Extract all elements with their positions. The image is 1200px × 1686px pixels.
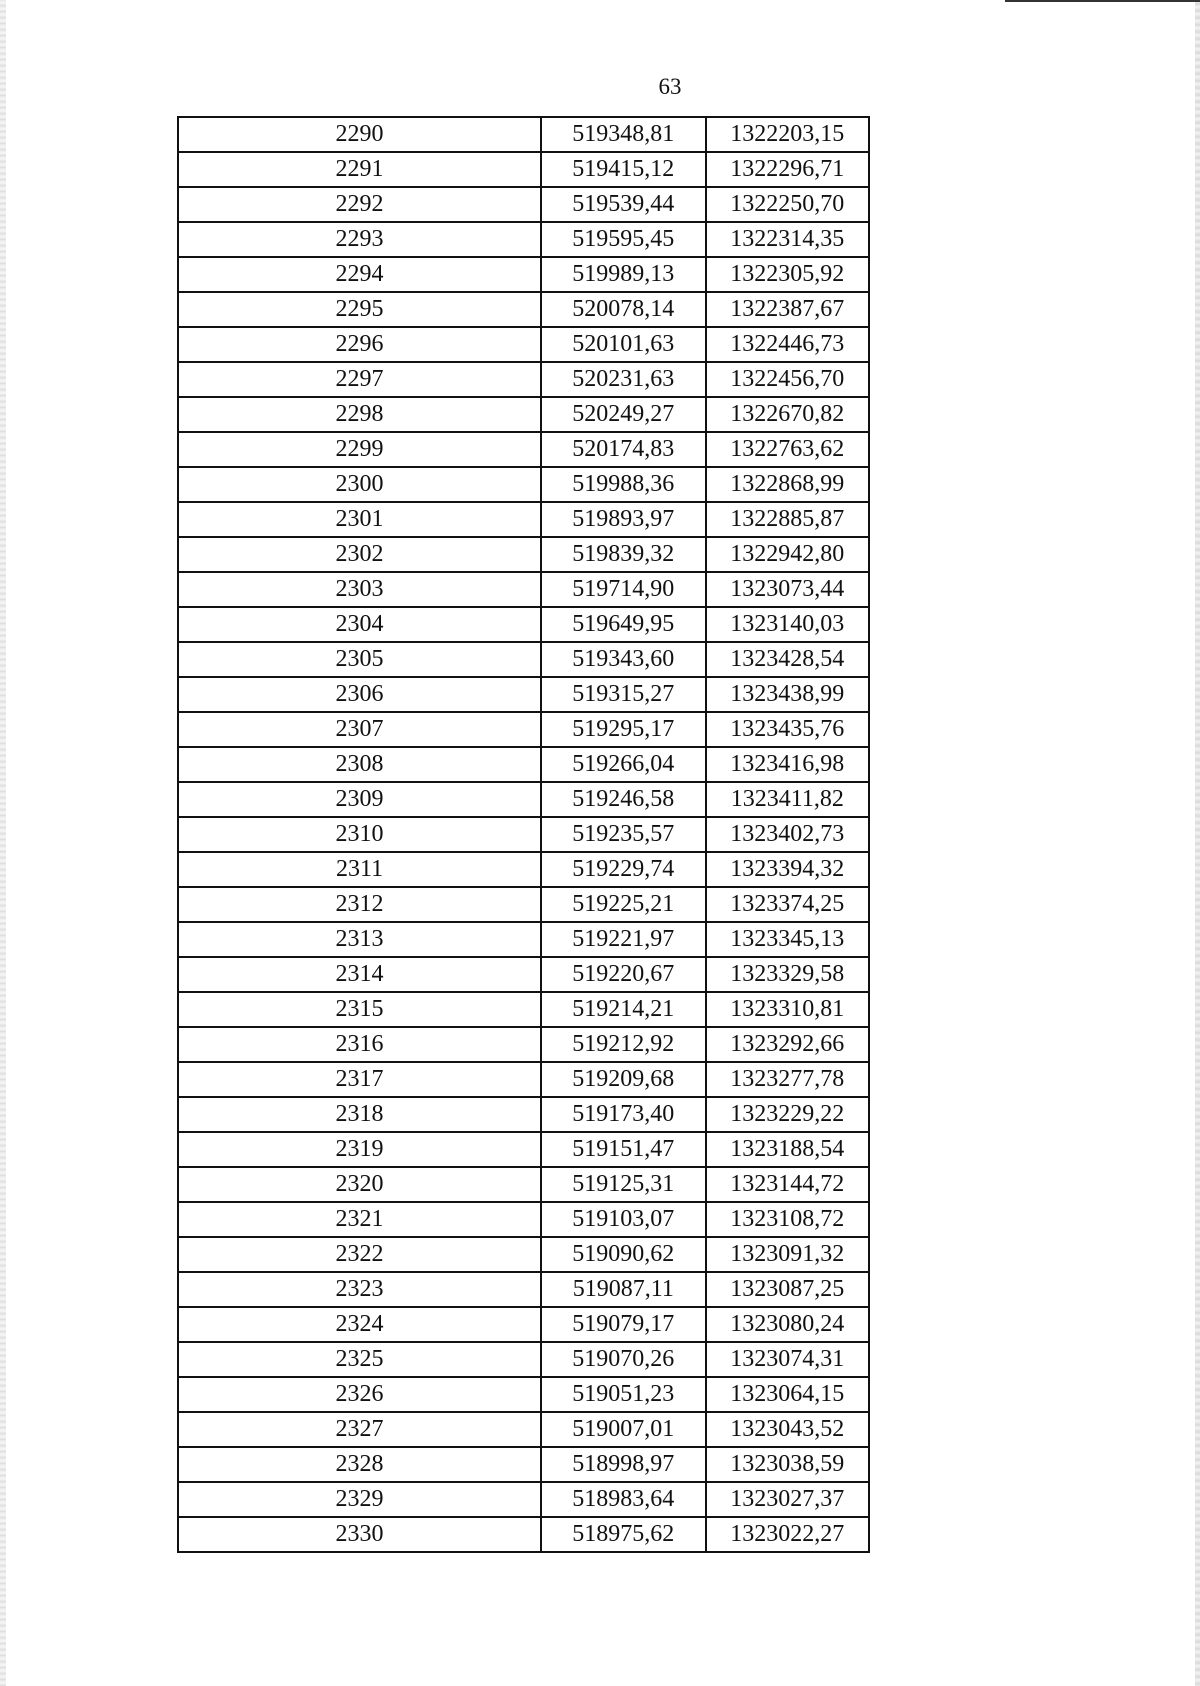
point-number-cell: 2317	[178, 1062, 541, 1097]
y-coordinate-cell: 1323329,58	[706, 957, 869, 992]
y-coordinate-cell: 1323043,52	[706, 1412, 869, 1447]
x-coordinate-cell: 519070,26	[541, 1342, 705, 1377]
point-number-cell: 2316	[178, 1027, 541, 1062]
table-row	[178, 432, 869, 467]
table-row	[178, 537, 869, 572]
point-number-cell: 2313	[178, 922, 541, 957]
table-row	[178, 292, 869, 327]
y-coordinate-cell: 1323416,98	[706, 747, 869, 782]
point-number-cell: 2322	[178, 1237, 541, 1272]
table-row	[178, 187, 869, 222]
table-row	[178, 572, 869, 607]
table-row	[178, 257, 869, 292]
x-coordinate-cell: 519415,12	[541, 152, 705, 187]
table-row	[178, 1202, 869, 1237]
point-number-cell: 2311	[178, 852, 541, 887]
point-number-cell: 2294	[178, 257, 541, 292]
x-coordinate-cell: 519214,21	[541, 992, 705, 1027]
table-row	[178, 1517, 869, 1552]
y-coordinate-cell: 1323087,25	[706, 1272, 869, 1307]
point-number-cell: 2320	[178, 1167, 541, 1202]
x-coordinate-cell: 519595,45	[541, 222, 705, 257]
x-coordinate-cell: 519989,13	[541, 257, 705, 292]
point-number-cell: 2291	[178, 152, 541, 187]
table-row	[178, 747, 869, 782]
y-coordinate-cell: 1322387,67	[706, 292, 869, 327]
point-number-cell: 2314	[178, 957, 541, 992]
point-number-cell: 2309	[178, 782, 541, 817]
y-coordinate-cell: 1323064,15	[706, 1377, 869, 1412]
x-coordinate-cell: 520249,27	[541, 397, 705, 432]
table-row	[178, 607, 869, 642]
x-coordinate-cell: 520174,83	[541, 432, 705, 467]
coordinates-table	[177, 116, 870, 1553]
table-row	[178, 677, 869, 712]
point-number-cell: 2293	[178, 222, 541, 257]
x-coordinate-cell: 518975,62	[541, 1517, 705, 1552]
y-coordinate-cell: 1323027,37	[706, 1482, 869, 1517]
y-coordinate-cell: 1322250,70	[706, 187, 869, 222]
x-coordinate-cell: 519007,01	[541, 1412, 705, 1447]
x-coordinate-cell: 519893,97	[541, 502, 705, 537]
point-number-cell: 2305	[178, 642, 541, 677]
point-number-cell: 2330	[178, 1517, 541, 1552]
table-row	[178, 887, 869, 922]
table-row	[178, 1482, 869, 1517]
y-coordinate-cell: 1322203,15	[706, 117, 869, 152]
x-coordinate-cell: 520101,63	[541, 327, 705, 362]
x-coordinate-cell: 519212,92	[541, 1027, 705, 1062]
point-number-cell: 2326	[178, 1377, 541, 1412]
table-row	[178, 1272, 869, 1307]
point-number-cell: 2308	[178, 747, 541, 782]
y-coordinate-cell: 1323073,44	[706, 572, 869, 607]
x-coordinate-cell: 520078,14	[541, 292, 705, 327]
x-coordinate-cell: 519125,31	[541, 1167, 705, 1202]
point-number-cell: 2327	[178, 1412, 541, 1447]
y-coordinate-cell: 1323292,66	[706, 1027, 869, 1062]
point-number-cell: 2328	[178, 1447, 541, 1482]
table-row	[178, 1237, 869, 1272]
y-coordinate-cell: 1322763,62	[706, 432, 869, 467]
table-row	[178, 1062, 869, 1097]
table-row	[178, 117, 869, 152]
point-number-cell: 2300	[178, 467, 541, 502]
x-coordinate-cell: 519295,17	[541, 712, 705, 747]
point-number-cell: 2325	[178, 1342, 541, 1377]
y-coordinate-cell: 1323310,81	[706, 992, 869, 1027]
y-coordinate-cell: 1322885,87	[706, 502, 869, 537]
y-coordinate-cell: 1323277,78	[706, 1062, 869, 1097]
table-row	[178, 1097, 869, 1132]
table-row	[178, 1447, 869, 1482]
y-coordinate-cell: 1323080,24	[706, 1307, 869, 1342]
point-number-cell: 2315	[178, 992, 541, 1027]
y-coordinate-cell: 1322314,35	[706, 222, 869, 257]
x-coordinate-cell: 519315,27	[541, 677, 705, 712]
table-row	[178, 502, 869, 537]
page-number: 63	[658, 74, 682, 99]
point-number-cell: 2296	[178, 327, 541, 362]
point-number-cell: 2290	[178, 117, 541, 152]
table-row	[178, 1377, 869, 1412]
y-coordinate-cell: 1323411,82	[706, 782, 869, 817]
y-coordinate-cell: 1322942,80	[706, 537, 869, 572]
y-coordinate-cell: 1323091,32	[706, 1237, 869, 1272]
table-row	[178, 327, 869, 362]
x-coordinate-cell: 519988,36	[541, 467, 705, 502]
y-coordinate-cell: 1323188,54	[706, 1132, 869, 1167]
point-number-cell: 2321	[178, 1202, 541, 1237]
top-edge-rule	[1005, 0, 1200, 2]
x-coordinate-cell: 519266,04	[541, 747, 705, 782]
x-coordinate-cell: 519649,95	[541, 607, 705, 642]
x-coordinate-cell: 519229,74	[541, 852, 705, 887]
point-number-cell: 2302	[178, 537, 541, 572]
table-row	[178, 852, 869, 887]
x-coordinate-cell: 519051,23	[541, 1377, 705, 1412]
point-number-cell: 2306	[178, 677, 541, 712]
y-coordinate-cell: 1322868,99	[706, 467, 869, 502]
y-coordinate-cell: 1322305,92	[706, 257, 869, 292]
y-coordinate-cell: 1323038,59	[706, 1447, 869, 1482]
y-coordinate-cell: 1323428,54	[706, 642, 869, 677]
table-row	[178, 1132, 869, 1167]
x-coordinate-cell: 519173,40	[541, 1097, 705, 1132]
table-row	[178, 1342, 869, 1377]
y-coordinate-cell: 1322456,70	[706, 362, 869, 397]
x-coordinate-cell: 519714,90	[541, 572, 705, 607]
x-coordinate-cell: 519090,62	[541, 1237, 705, 1272]
x-coordinate-cell: 519225,21	[541, 887, 705, 922]
x-coordinate-cell: 519209,68	[541, 1062, 705, 1097]
y-coordinate-cell: 1323438,99	[706, 677, 869, 712]
table-row	[178, 642, 869, 677]
point-number-cell: 2295	[178, 292, 541, 327]
y-coordinate-cell: 1323108,72	[706, 1202, 869, 1237]
x-coordinate-cell: 518983,64	[541, 1482, 705, 1517]
x-coordinate-cell: 519839,32	[541, 537, 705, 572]
point-number-cell: 2319	[178, 1132, 541, 1167]
scan-right-edge	[1195, 0, 1200, 1686]
y-coordinate-cell: 1323074,31	[706, 1342, 869, 1377]
table-row	[178, 922, 869, 957]
x-coordinate-cell: 519079,17	[541, 1307, 705, 1342]
table-row	[178, 782, 869, 817]
x-coordinate-cell: 518998,97	[541, 1447, 705, 1482]
table-row	[178, 1412, 869, 1447]
table-row	[178, 1307, 869, 1342]
point-number-cell: 2329	[178, 1482, 541, 1517]
table-row	[178, 222, 869, 257]
y-coordinate-cell: 1323022,27	[706, 1517, 869, 1552]
x-coordinate-cell: 519348,81	[541, 117, 705, 152]
point-number-cell: 2299	[178, 432, 541, 467]
point-number-cell: 2312	[178, 887, 541, 922]
x-coordinate-cell: 519343,60	[541, 642, 705, 677]
point-number-cell: 2303	[178, 572, 541, 607]
x-coordinate-cell: 519235,57	[541, 817, 705, 852]
point-number-cell: 2297	[178, 362, 541, 397]
coordinates-table-body	[178, 117, 869, 1552]
table-row	[178, 817, 869, 852]
point-number-cell: 2304	[178, 607, 541, 642]
x-coordinate-cell: 519220,67	[541, 957, 705, 992]
y-coordinate-cell: 1323374,25	[706, 887, 869, 922]
table-row	[178, 152, 869, 187]
point-number-cell: 2318	[178, 1097, 541, 1132]
y-coordinate-cell: 1323345,13	[706, 922, 869, 957]
table-row	[178, 957, 869, 992]
y-coordinate-cell: 1323144,72	[706, 1167, 869, 1202]
table-row	[178, 397, 869, 432]
y-coordinate-cell: 1323402,73	[706, 817, 869, 852]
x-coordinate-cell: 519103,07	[541, 1202, 705, 1237]
x-coordinate-cell: 519539,44	[541, 187, 705, 222]
x-coordinate-cell: 519221,97	[541, 922, 705, 957]
table-row	[178, 992, 869, 1027]
point-number-cell: 2323	[178, 1272, 541, 1307]
x-coordinate-cell: 519246,58	[541, 782, 705, 817]
scan-left-edge	[0, 0, 6, 1686]
point-number-cell: 2301	[178, 502, 541, 537]
y-coordinate-cell: 1323394,32	[706, 852, 869, 887]
y-coordinate-cell: 1323140,03	[706, 607, 869, 642]
x-coordinate-cell: 520231,63	[541, 362, 705, 397]
x-coordinate-cell: 519151,47	[541, 1132, 705, 1167]
y-coordinate-cell: 1322670,82	[706, 397, 869, 432]
point-number-cell: 2292	[178, 187, 541, 222]
point-number-cell: 2310	[178, 817, 541, 852]
x-coordinate-cell: 519087,11	[541, 1272, 705, 1307]
point-number-cell: 2324	[178, 1307, 541, 1342]
y-coordinate-cell: 1322296,71	[706, 152, 869, 187]
y-coordinate-cell: 1323435,76	[706, 712, 869, 747]
table-row	[178, 467, 869, 502]
point-number-cell: 2307	[178, 712, 541, 747]
table-row	[178, 362, 869, 397]
point-number-cell: 2298	[178, 397, 541, 432]
y-coordinate-cell: 1322446,73	[706, 327, 869, 362]
table-row	[178, 1167, 869, 1202]
table-row	[178, 1027, 869, 1062]
table-row	[178, 712, 869, 747]
y-coordinate-cell: 1323229,22	[706, 1097, 869, 1132]
